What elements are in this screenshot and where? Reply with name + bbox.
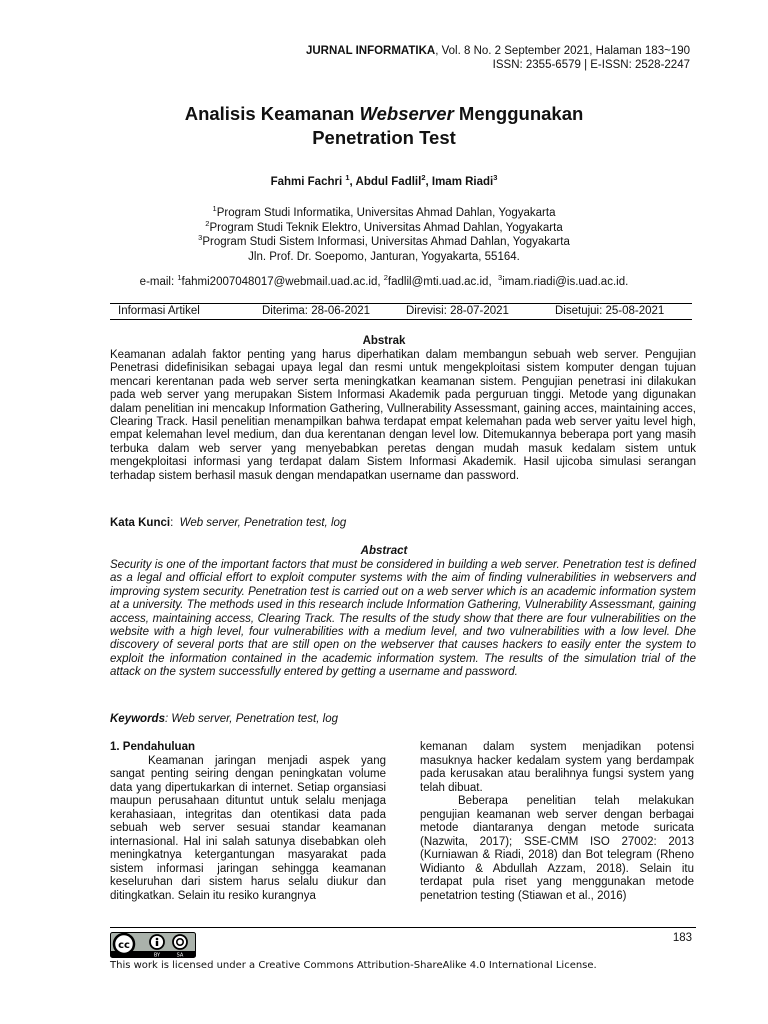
author-name: Fahmi Fachri bbox=[270, 176, 346, 188]
journal-issn: ISSN: 2355-6579 | E-ISSN: 2528-2247 bbox=[492, 59, 690, 71]
email-1[interactable]: fahmi2007048017@webmail.uad.ac.id, bbox=[181, 276, 381, 288]
body-paragraph: kemanan dalam system menjadikan potensi masuknya hacker kedalam system yang berdampak pada kerusakan atau beralihnya fungsi system yang telah dibuat. bbox=[420, 741, 694, 794]
affiliation-text: Program Studi Teknik Elektro, Universitas Ahmad Dahlan, Yogyakarta bbox=[209, 221, 563, 234]
affiliation-sup: 1 bbox=[212, 204, 217, 214]
journal-header bbox=[306, 44, 690, 72]
paper-title bbox=[0, 102, 768, 150]
right-column bbox=[420, 741, 694, 903]
kata-kunci-label: Kata Kunci bbox=[110, 517, 171, 529]
license-text[interactable]: This work is licensed under a Creative Commons Attribution-ShareAlike 4.0 International License. bbox=[110, 960, 597, 971]
affiliation-sup: 2 bbox=[205, 218, 210, 228]
affiliation bbox=[0, 235, 768, 250]
article-info-label: Informasi Artikel bbox=[118, 305, 200, 317]
kata-kunci-value: Web server, Penetration test, log bbox=[179, 517, 347, 529]
affiliations bbox=[0, 206, 768, 264]
title-italic: Webserver bbox=[359, 103, 454, 124]
email-sup: 2 bbox=[383, 273, 388, 283]
author-name: , Imam Riadi bbox=[425, 176, 494, 188]
email-sup: 1 bbox=[177, 273, 182, 283]
section-heading: 1. Pendahuluan bbox=[110, 741, 195, 753]
author-sup: 1 bbox=[345, 173, 350, 183]
email-line bbox=[0, 273, 768, 288]
cc-sa-label: SA bbox=[176, 952, 184, 958]
abstrak-text: Keamanan adalah faktor penting yang harus diperhatikan dalam membangun sebuah web server. Pengujian Penetrasi didefinisikan sebagai upaya legal dan resmi untuk mengekploitasi sistem komputer dengan tujuan mencari kerentanan pada web server serta meningkatkan keamanan sistem. Pengujian penetrasi ini dilakukan pada web server yang merupakan Sistem Informasi Akademik pada perguruan tinggi. Metode yang digunakan dalam penelitian ini mencakup Information Gathering, Vullnerability Assessmant, gaining acces, maintaining acces, Clearing Track. Hasil penelitian menampilkan bahwa terdapat empat kelemahan pada web server yaitu level high, empat kelemahan level medium, dan dua kerentanan dengan level low. Ditemukannya beberapa port yang masih terbuka dalam web server yang menyebabkan peretas dengan mudah masuk kedalam sistem untuk mengekploitasi informasi yang terdapat dalam Sistem Informasi Akademik. Hasil ujicoba simulasi serangan terhadap sistem berhasil masuk dengan mendapatkan username dan password. bbox=[110, 349, 696, 482]
accepted-date: Disetujui: 25-08-2021 bbox=[555, 305, 665, 317]
abstract-heading: Abstract bbox=[360, 545, 408, 557]
body-paragraph: Beberapa penelitian telah melakukan pengujian keamanan web server dengan berbagai metode diantaranya dengan metode suricata (Nazwita, 2017); SSE-CMM ISO 27002: 2013 (Kurniawan & Riadi, 2018) dan Bot telegram (Rheno Widianto & Abdullah Azzam, 2018). Selain itu terdapat pula riset yang menggunakan metode penetatrion testing (Stiawan et al., 2016) bbox=[420, 795, 694, 902]
title-part1: Analisis Keamanan bbox=[184, 103, 360, 124]
journal-citation bbox=[306, 44, 690, 58]
journal-name: JURNAL INFORMATIKA bbox=[305, 45, 436, 57]
author-sup: 2 bbox=[421, 173, 426, 183]
title-part2: Menggunakan bbox=[453, 103, 584, 124]
keywords-label: Keywords bbox=[110, 713, 165, 725]
affiliation bbox=[0, 206, 768, 221]
left-column bbox=[110, 741, 386, 903]
revised-date: Direvisi: 28-07-2021 bbox=[406, 305, 509, 317]
author-name: , Abdul Fadlil bbox=[349, 176, 422, 188]
cc-by-sa-badge-icon[interactable] bbox=[110, 932, 196, 958]
cc-by-label: BY bbox=[153, 952, 161, 958]
keywords-value: : Web server, Penetration test, log bbox=[164, 713, 338, 725]
author-list bbox=[0, 173, 768, 188]
email-sup: 3 bbox=[498, 273, 503, 283]
abstract-text: Security is one of the important factors that must be considered in building a web server. Penetration test is defined as a legal and official effort to exploit computer systems with the aim of finding vulnerabilities in webservers and improving system security. Penetration test is carried out on a web server which is an academic information system at a university. The methods used in this research include Information Gathering, Vulnerability Assessmant, gaining access, maintaining access, Clearing Track. The results of the study show that there are four vulnerabilities on the website with a high level, four vulnerabilities with a medium level, and two vulnerabilities with a low level. Dhe discovery of several ports that are still open on the webserver that causes hackers to easily enter the system to exploit the information contained in the academic information system. The results of the simulation trial of the attack on the system successfully entered by getting a username and password. bbox=[110, 559, 696, 679]
journal-volume: , Vol. 8 No. 2 September 2021, Halaman 183~190 bbox=[435, 45, 690, 57]
abstrak-heading: Abstrak bbox=[362, 335, 406, 347]
body-paragraph: Keamanan jaringan menjadi aspek yang sangat penting seiring dengan peningkatan volume data yang dipertukarkan di internet. Setiap organsiasi maupun perusahaan dituntut untuk selalu menjaga kerahasiaan, integritas dan otentikasi data pada sebuah web server sesuai standar keamanan internasional. Hal ini salah satunya disebabkan oleh meningkatnya ketergantungan masyarakat pada sistem informasi jaringan sehingga keamanan keseluruhan dari sistem harus selalu diukur dan ditingkatkan. Selain itu resiko kurangnya bbox=[110, 754, 386, 902]
affiliation-sup: 3 bbox=[198, 233, 203, 243]
email-2[interactable]: fadlil@mti.uad.ac.id, bbox=[387, 276, 492, 288]
footer-divider bbox=[110, 927, 696, 928]
kata-kunci: Kata Kunci: Web server, Penetration test, log bbox=[110, 517, 347, 529]
author-sup: 3 bbox=[493, 173, 498, 183]
keywords bbox=[110, 713, 338, 725]
affiliation bbox=[0, 218, 768, 236]
title-line2: Penetration Test bbox=[312, 127, 456, 148]
article-info-bar bbox=[110, 303, 692, 320]
page-number: 183 bbox=[672, 932, 692, 944]
email-prefix: e-mail: bbox=[139, 276, 178, 288]
svg-text:cc: cc bbox=[118, 940, 130, 951]
email-3[interactable]: imam.riadi@is.uad.ac.id. bbox=[502, 276, 629, 288]
affiliation-text: Program Studi Informatika, Universitas Ahmad Dahlan, Yogyakarta bbox=[216, 207, 556, 219]
address: Jln. Prof. Dr. Soepomo, Janturan, Yogyakarta, 55164. bbox=[248, 250, 520, 263]
affiliation-text: Program Studi Sistem Informasi, Universitas Ahmad Dahlan, Yogyakarta bbox=[202, 236, 570, 248]
received-date: Diterima: 28-06-2021 bbox=[262, 305, 371, 317]
